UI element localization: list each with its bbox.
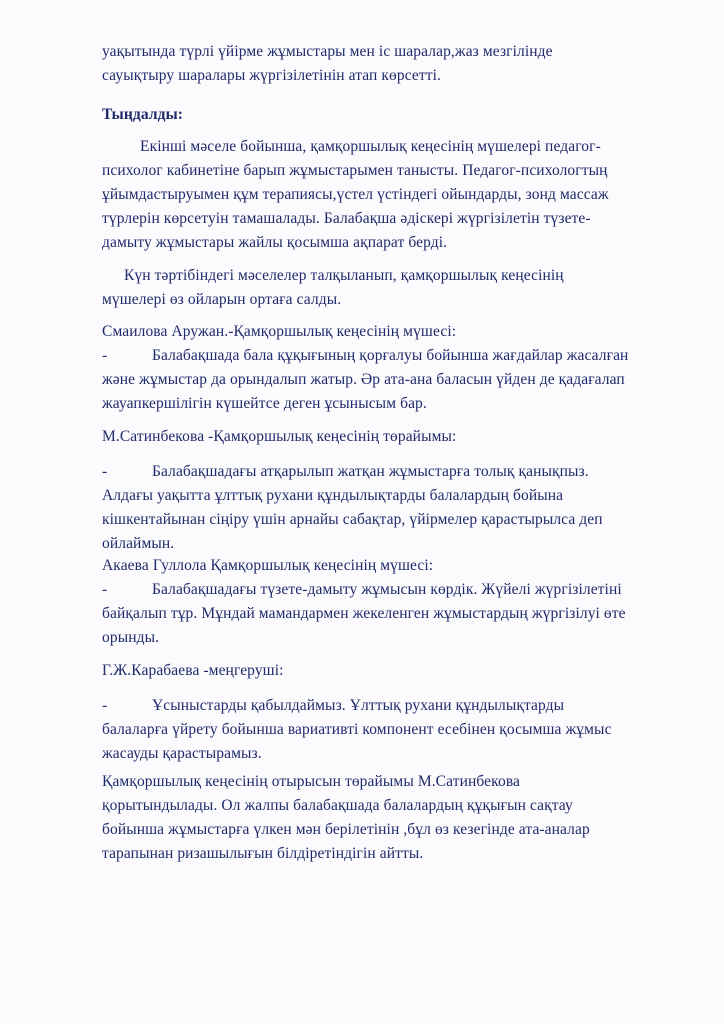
paragraph-line: психолог кабинетіне барып жұмыстарымен танысты. Педагог-психологтың bbox=[102, 162, 608, 179]
paragraph-line: Күн тәртібіндегі мәселелер талқыланып, қамқоршылық кеңесінің bbox=[124, 267, 564, 284]
paragraph-line: тарапынан ризашылығын білдіретіндігін айтты. bbox=[102, 845, 424, 862]
speaker-statement-line: және жұмыстар да орындалып жатыр. Әр ата-ана баласын үйден де қадағалап bbox=[102, 371, 625, 388]
intro-line: уақытында түрлі үйірме жұмыстары мен іс шаралар,жаз мезгілінде bbox=[102, 43, 553, 60]
speaker-smailova bbox=[102, 320, 687, 416]
paragraph-line: бойынша жұмыстарға үлкен мән берілетінін ,бұл өз кезегінде ата-аналар bbox=[102, 821, 590, 838]
speaker-statement-line: балаларға үйрету бойынша вариативті компонент есебінен қосымша жұмыс bbox=[102, 721, 612, 738]
bullet-dash: - bbox=[102, 347, 108, 364]
speaker-name: М.Сатинбекова -Қамқоршылық кеңесінің төрайымы: bbox=[102, 428, 457, 445]
paragraph-line: қорытындылады. Ол жалпы балабақшада балалардың құқығын сақтау bbox=[102, 797, 573, 814]
speaker-akaeva bbox=[102, 554, 687, 650]
bullet-dash: - bbox=[102, 581, 108, 598]
paragraph-second-issue bbox=[102, 135, 687, 255]
speaker-statement-line: - Балабақшадағы түзете-дамыту жұмысын көрдік. Жүйелі жүргізілетіні bbox=[102, 578, 687, 602]
speaker-statement-line: байқалып тұр. Мұндай мамандармен жекеленген жұмыстардың жүргізілуі өте bbox=[102, 605, 626, 622]
intro-line: сауықтыру шаралары жүргізілетінін атап көрсетті. bbox=[102, 67, 442, 84]
speaker-statement-line: Алдағы уақытта ұлттық рухани құндылықтарды балалардың бойына bbox=[102, 487, 564, 504]
speaker-satinbekova bbox=[102, 425, 687, 556]
speaker-statement-line: жасауды қарастырамыз. bbox=[102, 745, 262, 762]
heard-heading: Тыңдалды: bbox=[102, 106, 184, 123]
intro-paragraph bbox=[102, 40, 687, 88]
speaker-statement-line: - Балабақшадағы атқарылып жатқан жұмыстарға толық қанықпыз. bbox=[102, 460, 687, 484]
paragraph-line: Екінші мәселе бойынша, қамқоршылық кеңесінің мүшелері педагог- bbox=[140, 138, 601, 155]
paragraph-line: ұйымдастыруымен құм терапиясы,үстел үстіндегі ойындарды, зонд массаж bbox=[102, 186, 609, 203]
paragraph-line: түрлерін көрсетуін тамашалады. Балабақша әдіскері жүргізілетін түзете- bbox=[102, 210, 591, 227]
speaker-name: Смаилова Аружан.-Қамқоршылық кеңесінің мүшесі: bbox=[102, 323, 457, 340]
paragraph-line: Қамқоршылық кеңесінің отырысын төрайымы М.Сатинбекова bbox=[102, 773, 521, 790]
speaker-karabaeva bbox=[102, 659, 687, 766]
bullet-dash: - bbox=[102, 463, 108, 480]
speaker-statement-line: ойлаймын. bbox=[102, 535, 175, 552]
speaker-statement-line: кішкентайынан сіңіру үшін арнайы сабақтар, үйірмелер қарастырылса деп bbox=[102, 511, 603, 528]
speaker-statement-line: орынды. bbox=[102, 629, 160, 646]
speaker-statement-line: - Ұсыныстарды қабылдаймыз. Ұлттық рухани құндылықтарды bbox=[102, 694, 687, 718]
speaker-statement-line: жауапкершілігін күшейтсе деген ұсынысым бар. bbox=[102, 395, 427, 412]
closing-paragraph bbox=[102, 770, 687, 866]
paragraph-agenda-discussion bbox=[102, 264, 687, 312]
paragraph-line: дамыту жұмыстары жайлы қосымша ақпарат берді. bbox=[102, 234, 448, 251]
paragraph-line: мүшелері өз ойларын ортаға салды. bbox=[102, 291, 342, 308]
speaker-name: Акаева Гуллола Қамқоршылық кеңесінің мүшесі: bbox=[102, 557, 434, 574]
bullet-dash: - bbox=[102, 697, 108, 714]
speaker-name: Г.Ж.Карабаева -меңгеруші: bbox=[102, 662, 284, 679]
speaker-statement-line: - Балабақшада бала құқығының қорғалуы бойынша жағдайлар жасалған bbox=[102, 344, 687, 368]
